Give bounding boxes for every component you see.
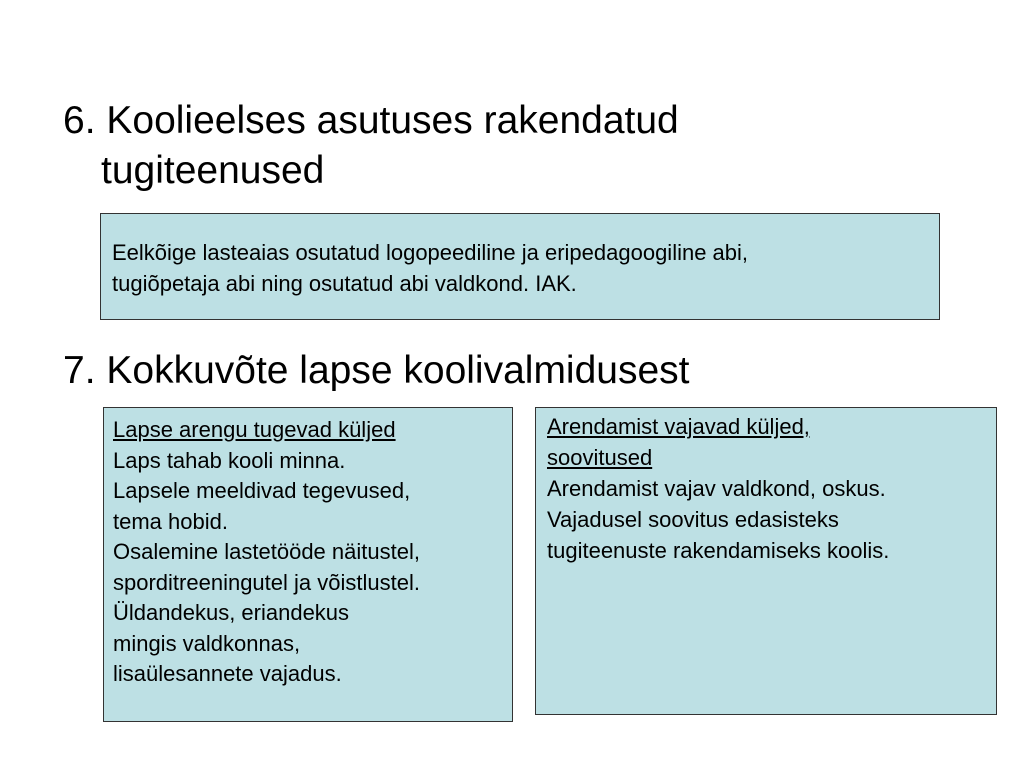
section-6-title-line-1: 6. Koolieelses asutuses rakendatud [63,99,679,142]
section-6-title-line-2: tugiteenused [101,149,325,192]
strengths-line: Osalemine lastetööde näitustel, [113,539,420,564]
development-heading-line-1: Arendamist vajavad küljed, [547,414,810,439]
strengths-line: lisaülesannete vajadus. [113,661,342,686]
strengths-box [103,407,513,722]
strengths-heading: Lapse arengu tugevad küljed [113,417,396,442]
strengths-line: Laps tahab kooli minna. [113,447,346,473]
support-services-text-line-2: tugiõpetaja abi ning osutatud abi valdkond. IAK. [112,271,577,296]
strengths-line: tema hobid. [113,508,228,534]
section-7-title [63,346,690,396]
strengths-line: Lapsele meeldivad tegevused, [113,478,411,503]
support-services-text-line-1: Eelkõige lasteaias osutatud logopeediline ja eripedagoogiline abi, [112,240,749,265]
development-line: tugiteenuste rakendamiseks koolis. [547,538,890,563]
development-heading-line-2: soovitused [547,445,653,470]
development-line: Vajadusel soovitus edasisteks [547,507,839,532]
development-needs-box [535,407,997,715]
section-7-title-line: 7. Kokkuvõte lapse koolivalmidusest [63,349,690,392]
support-services-box [100,213,940,320]
development-line: Arendamist vajav valdkond, oskus. [547,476,886,501]
section-6-title [63,96,679,196]
strengths-line: mingis valdkonnas, [113,630,301,656]
strengths-line: sporditreeningutel ja võistlustel. [113,569,420,595]
strengths-line: Üldandekus, eriandekus [113,600,350,625]
